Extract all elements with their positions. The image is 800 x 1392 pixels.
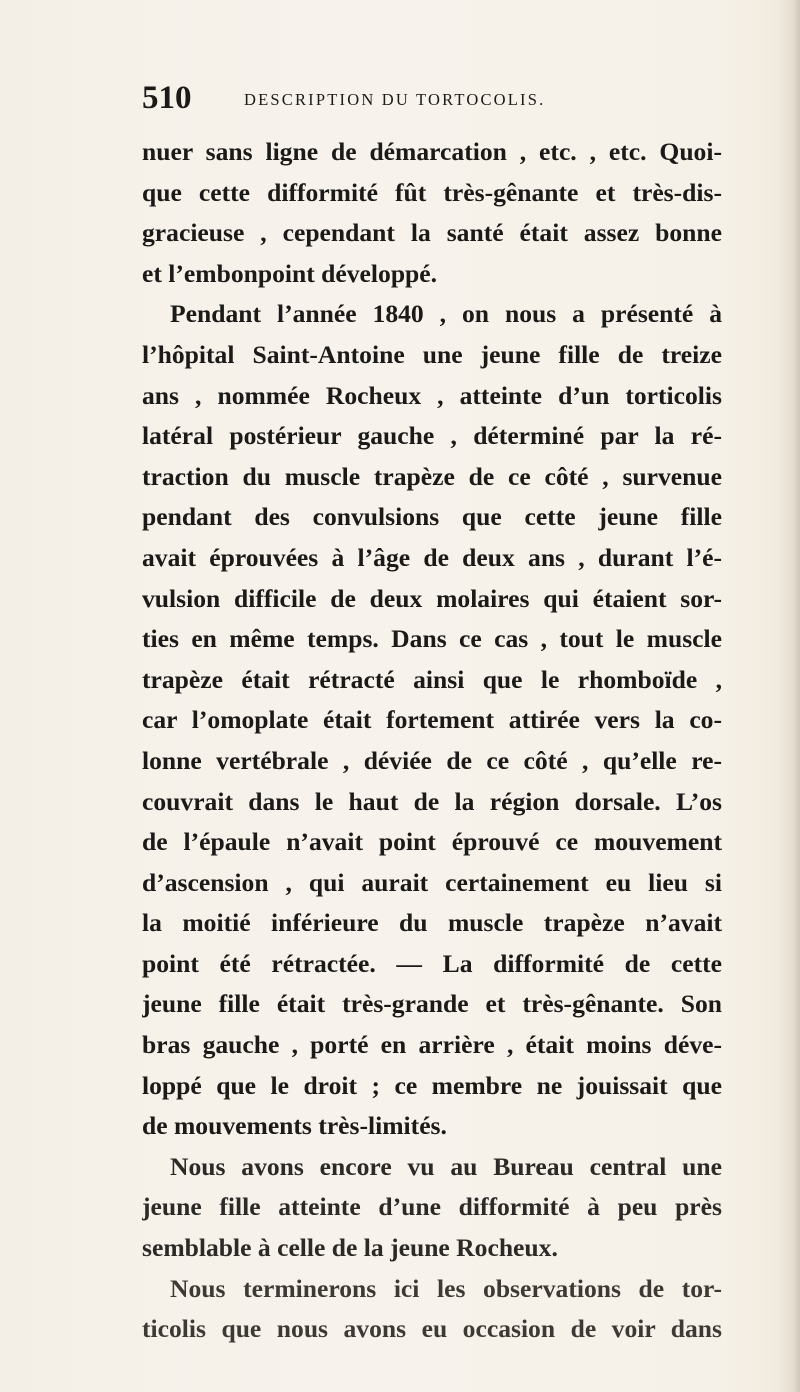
text-line: Nous terminerons ici les observations de tor-	[170, 1273, 722, 1303]
text-line: Pendant l’année 1840 , on nous a présenté à	[170, 299, 722, 329]
body-text	[142, 132, 722, 1350]
text-line: trapèze était rétracté ainsi que le rhomboïde ,	[142, 664, 722, 694]
text-line: que cette difformité fût très-gênante et très-dis-	[142, 177, 722, 207]
text-line: latéral postérieur gauche , déterminé par la ré-	[142, 421, 722, 451]
text-line: jeune fille atteinte d’une difformité à peu près	[142, 1192, 722, 1222]
text-line: ticolis que nous avons eu occasion de voir dans	[142, 1314, 722, 1344]
text-line: pendant des convulsions que cette jeune fille	[142, 502, 722, 532]
text-line: nuer sans ligne de démarcation , etc. , etc. Quoi-	[142, 137, 722, 166]
text-line: point été rétractée. — La difformité de cette	[142, 948, 722, 978]
text-line: d’ascension , qui aurait certainement eu lieu si	[142, 867, 722, 897]
text-line: traction du muscle trapèze de ce côté , survenue	[142, 461, 722, 491]
text-line: vulsion difficile de deux molaires qui étaient sor-	[142, 583, 722, 613]
text-line: car l’omoplate était fortement attirée vers la co-	[142, 705, 722, 735]
text-line: semblable à celle de la jeune Rocheux.	[142, 1233, 558, 1263]
text-line: ties en même temps. Dans ce cas , tout le muscle	[142, 624, 722, 654]
page-number: 510	[142, 80, 192, 116]
text-line: avait éprouvées à l’âge de deux ans , durant l’é-	[142, 542, 722, 572]
page-edge-shadow	[778, 0, 800, 1392]
text-line: la moitié inférieure du muscle trapèze n’avait	[142, 908, 722, 938]
text-line: ans , nommée Rocheux , atteinte d’un torticolis	[142, 380, 722, 410]
text-line: de l’épaule n’avait point éprouvé ce mouvement	[142, 827, 722, 857]
text-line: jeune fille était très-grande et très-gênante. Son	[142, 989, 722, 1019]
text-line: gracieuse , cependant la santé était assez bonne	[142, 218, 722, 248]
text-line: lonne vertébrale , déviée de ce côté , qu’elle re-	[142, 745, 722, 775]
text-line: loppé que le droit ; ce membre ne jouissait que	[142, 1070, 722, 1100]
text-line: et l’embonpoint développé.	[142, 258, 438, 288]
running-head: DESCRIPTION DU TORTOCOLIS.	[244, 90, 546, 109]
text-line: couvrait dans le haut de la région dorsale. L’os	[142, 786, 722, 816]
text-line: bras gauche , porté en arrière , était moins déve-	[142, 1030, 722, 1060]
text-line: de mouvements très-limités.	[142, 1111, 447, 1141]
page-header	[142, 78, 662, 124]
text-line: Nous avons encore vu au Bureau central une	[170, 1151, 722, 1181]
text-line: l’hôpital Saint-Antoine une jeune fille de treize	[142, 339, 722, 369]
